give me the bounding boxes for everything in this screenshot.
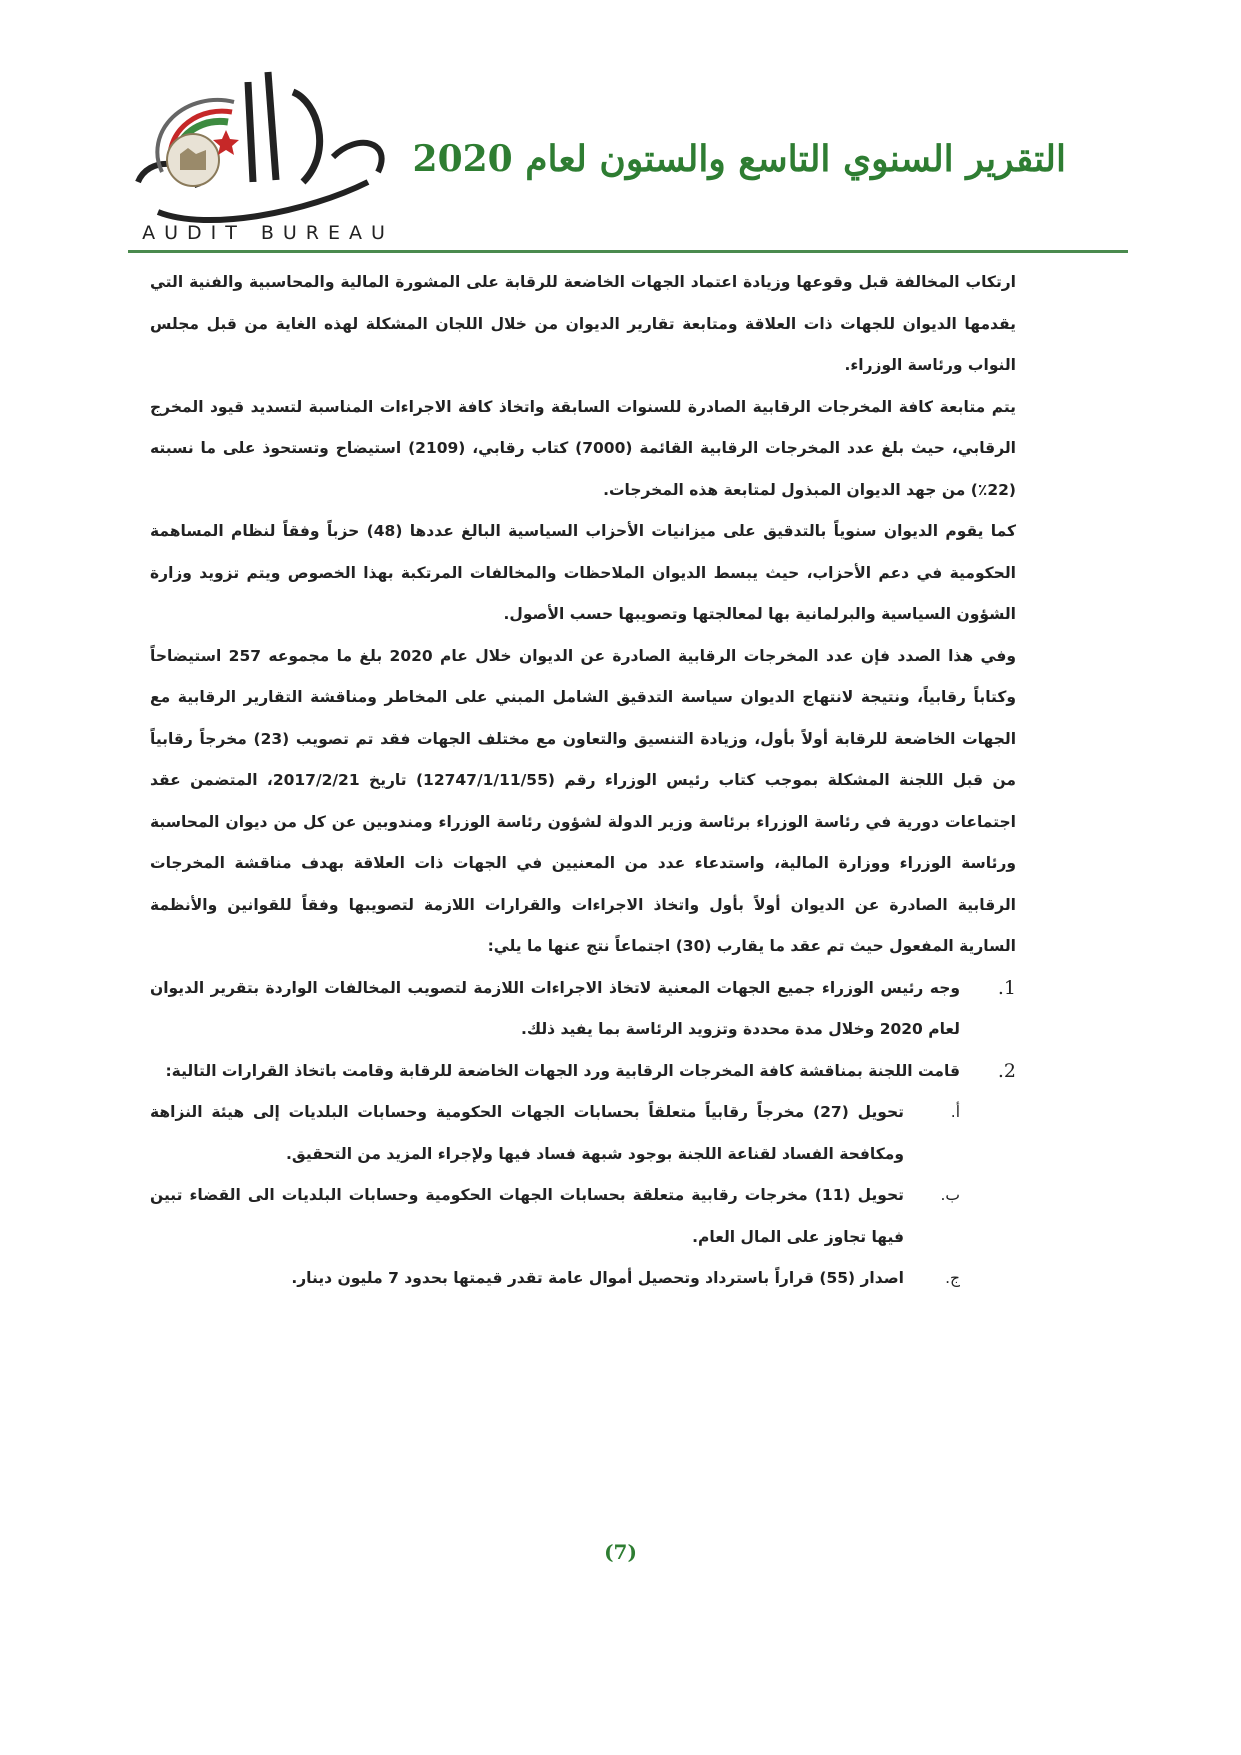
- list-text: قامت اللجنة بمناقشة كافة المخرجات الرقابية ورد الجهات الخاضعة للرقابة وقامت باتخاذ القرارات التالية:: [165, 1061, 960, 1080]
- page-header: [0, 0, 1241, 260]
- sub-item-c: [150, 1258, 960, 1300]
- logo-text: AUDIT BUREAU: [142, 222, 394, 244]
- report-body: [150, 262, 1016, 1300]
- list-text: وجه رئيس الوزراء جميع الجهات المعنية لاتخاذ الاجراءات اللازمة لتصويب المخالفات الواردة بتقرير الديوان لعام 2020 وخلال مدة محددة وتزويد الرئاسة بما يفيد ذلك.: [150, 978, 960, 1038]
- report-title: التقرير السنوي التاسع والستون لعام 2020: [412, 138, 1066, 180]
- paragraph-3: كما يقوم الديوان سنوياً بالتدقيق على ميزانيات الأحزاب السياسية البالغ عددها (48) حزباً وفقاً لنظام المساهمة الحكومية في دعم الأحزاب، حيث يبسط الديوان الملاحظات والمخالفات المرتكبة بهذا الخصوص ويتم تزويد وزارة الشؤون السياسية والبرلمانية بها لمعالجتها وتصويبها حسب الأصول.: [150, 522, 1017, 623]
- sub-letter: ب.: [940, 1186, 960, 1204]
- list-item-1: [150, 968, 1016, 1051]
- audit-bureau-logo: [118, 62, 418, 252]
- paragraph-4: وفي هذا الصدد فإن عدد المخرجات الرقابية الصادرة عن الديوان خلال عام 2020 بلغ ما مجموعه 257 استيضاحاً وكتاباً رقابياً، ونتيجة لانتهاج الديوان سياسة التدقيق الشامل المبني على المخاطر ومناقشة التقارير الرقابية مع الجهات الخاضعة للرقابة أولاً بأول، وزيادة التنسيق والتعاون مع مختلف الجهات فقد تم تصويب (23) مخرجاً رقابياً من قبل اللجنة المشكلة بموجب كتاب رئيس الوزراء رقم (12747/1/11/55) تاريخ 2017/2/21، المتضمن عقد اجتماعات دورية في رئاسة الوزراء برئاسة وزير الدولة لشؤون رئاسة الوزراء ومندوبين عن كل من ديوان المحاسبة ورئاسة الوزراء ووزارة المالية، واستدعاء عدد من المعنيين في الجهات ذات العلاقة بهدف مناقشة المخرجات الرقابية الصادرة عن الديوان أولاً بأول واتخاذ الاجراءات والقرارات اللازمة لتصويبها وفقاً للقوانين والأنظمة السارية المفعول حيث تم عقد ما يقارب (30) اجتماعاً نتج عنها ما يلي:: [150, 646, 1017, 955]
- sub-letter: ج.: [945, 1269, 960, 1287]
- list-item-2: [150, 1051, 1016, 1093]
- list-number: 1.: [997, 976, 1016, 999]
- paragraph-2: يتم متابعة كافة المخرجات الرقابية الصادرة للسنوات السابقة واتخاذ كافة الاجراءات المناسبة لتسديد قيود المخرج الرقابي، حيث بلغ عدد المخرجات الرقابية القائمة (7000) كتاب رقابي، (2109) استيضاح وتستحوذ على ما نسبته (22٪) من جهد الديوان المبذول لمتابعة هذه المخرجات.: [150, 397, 1016, 499]
- paragraph-1: ارتكاب المخالفة قبل وقوعها وزيادة اعتماد الجهات الخاضعة للرقابة على المشورة المالية والمحاسبية والفنية التي يقدمها الديوان للجهات ذات العلاقة ومتابعة تقارير الديوان من خلال اللجان المشكلة لهذه الغاية من قبل مجلس النواب ورئاسة الوزراء.: [150, 273, 1016, 374]
- sub-item-b: [150, 1175, 960, 1258]
- logo-calligraphy: [118, 62, 418, 227]
- list-number: 2.: [997, 1059, 1016, 1082]
- header-divider: [128, 250, 1128, 253]
- sub-text: اصدار (55) قراراً باسترداد وتحصيل أموال عامة تقدر قيمتها بحدود 7 مليون دينار.: [291, 1269, 904, 1287]
- sub-item-a: [150, 1092, 960, 1175]
- sub-text: تحويل (27) مخرجاً رقابياً متعلقاً بحسابات الجهات الحكومية وحسابات البلديات إلى هيئة النزاهة ومكافحة الفساد لقناعة اللجنة بوجود شبهة فساد فيها ولإجراء المزيد من التحقيق.: [150, 1103, 904, 1163]
- sub-letter: أ.: [950, 1103, 960, 1121]
- page-number: (7): [604, 1540, 637, 1564]
- sub-text: تحويل (11) مخرجات رقابية متعلقة بحسابات الجهات الحكومية وحسابات البلديات الى القضاء تبين فيها تجاوز على المال العام.: [150, 1186, 904, 1246]
